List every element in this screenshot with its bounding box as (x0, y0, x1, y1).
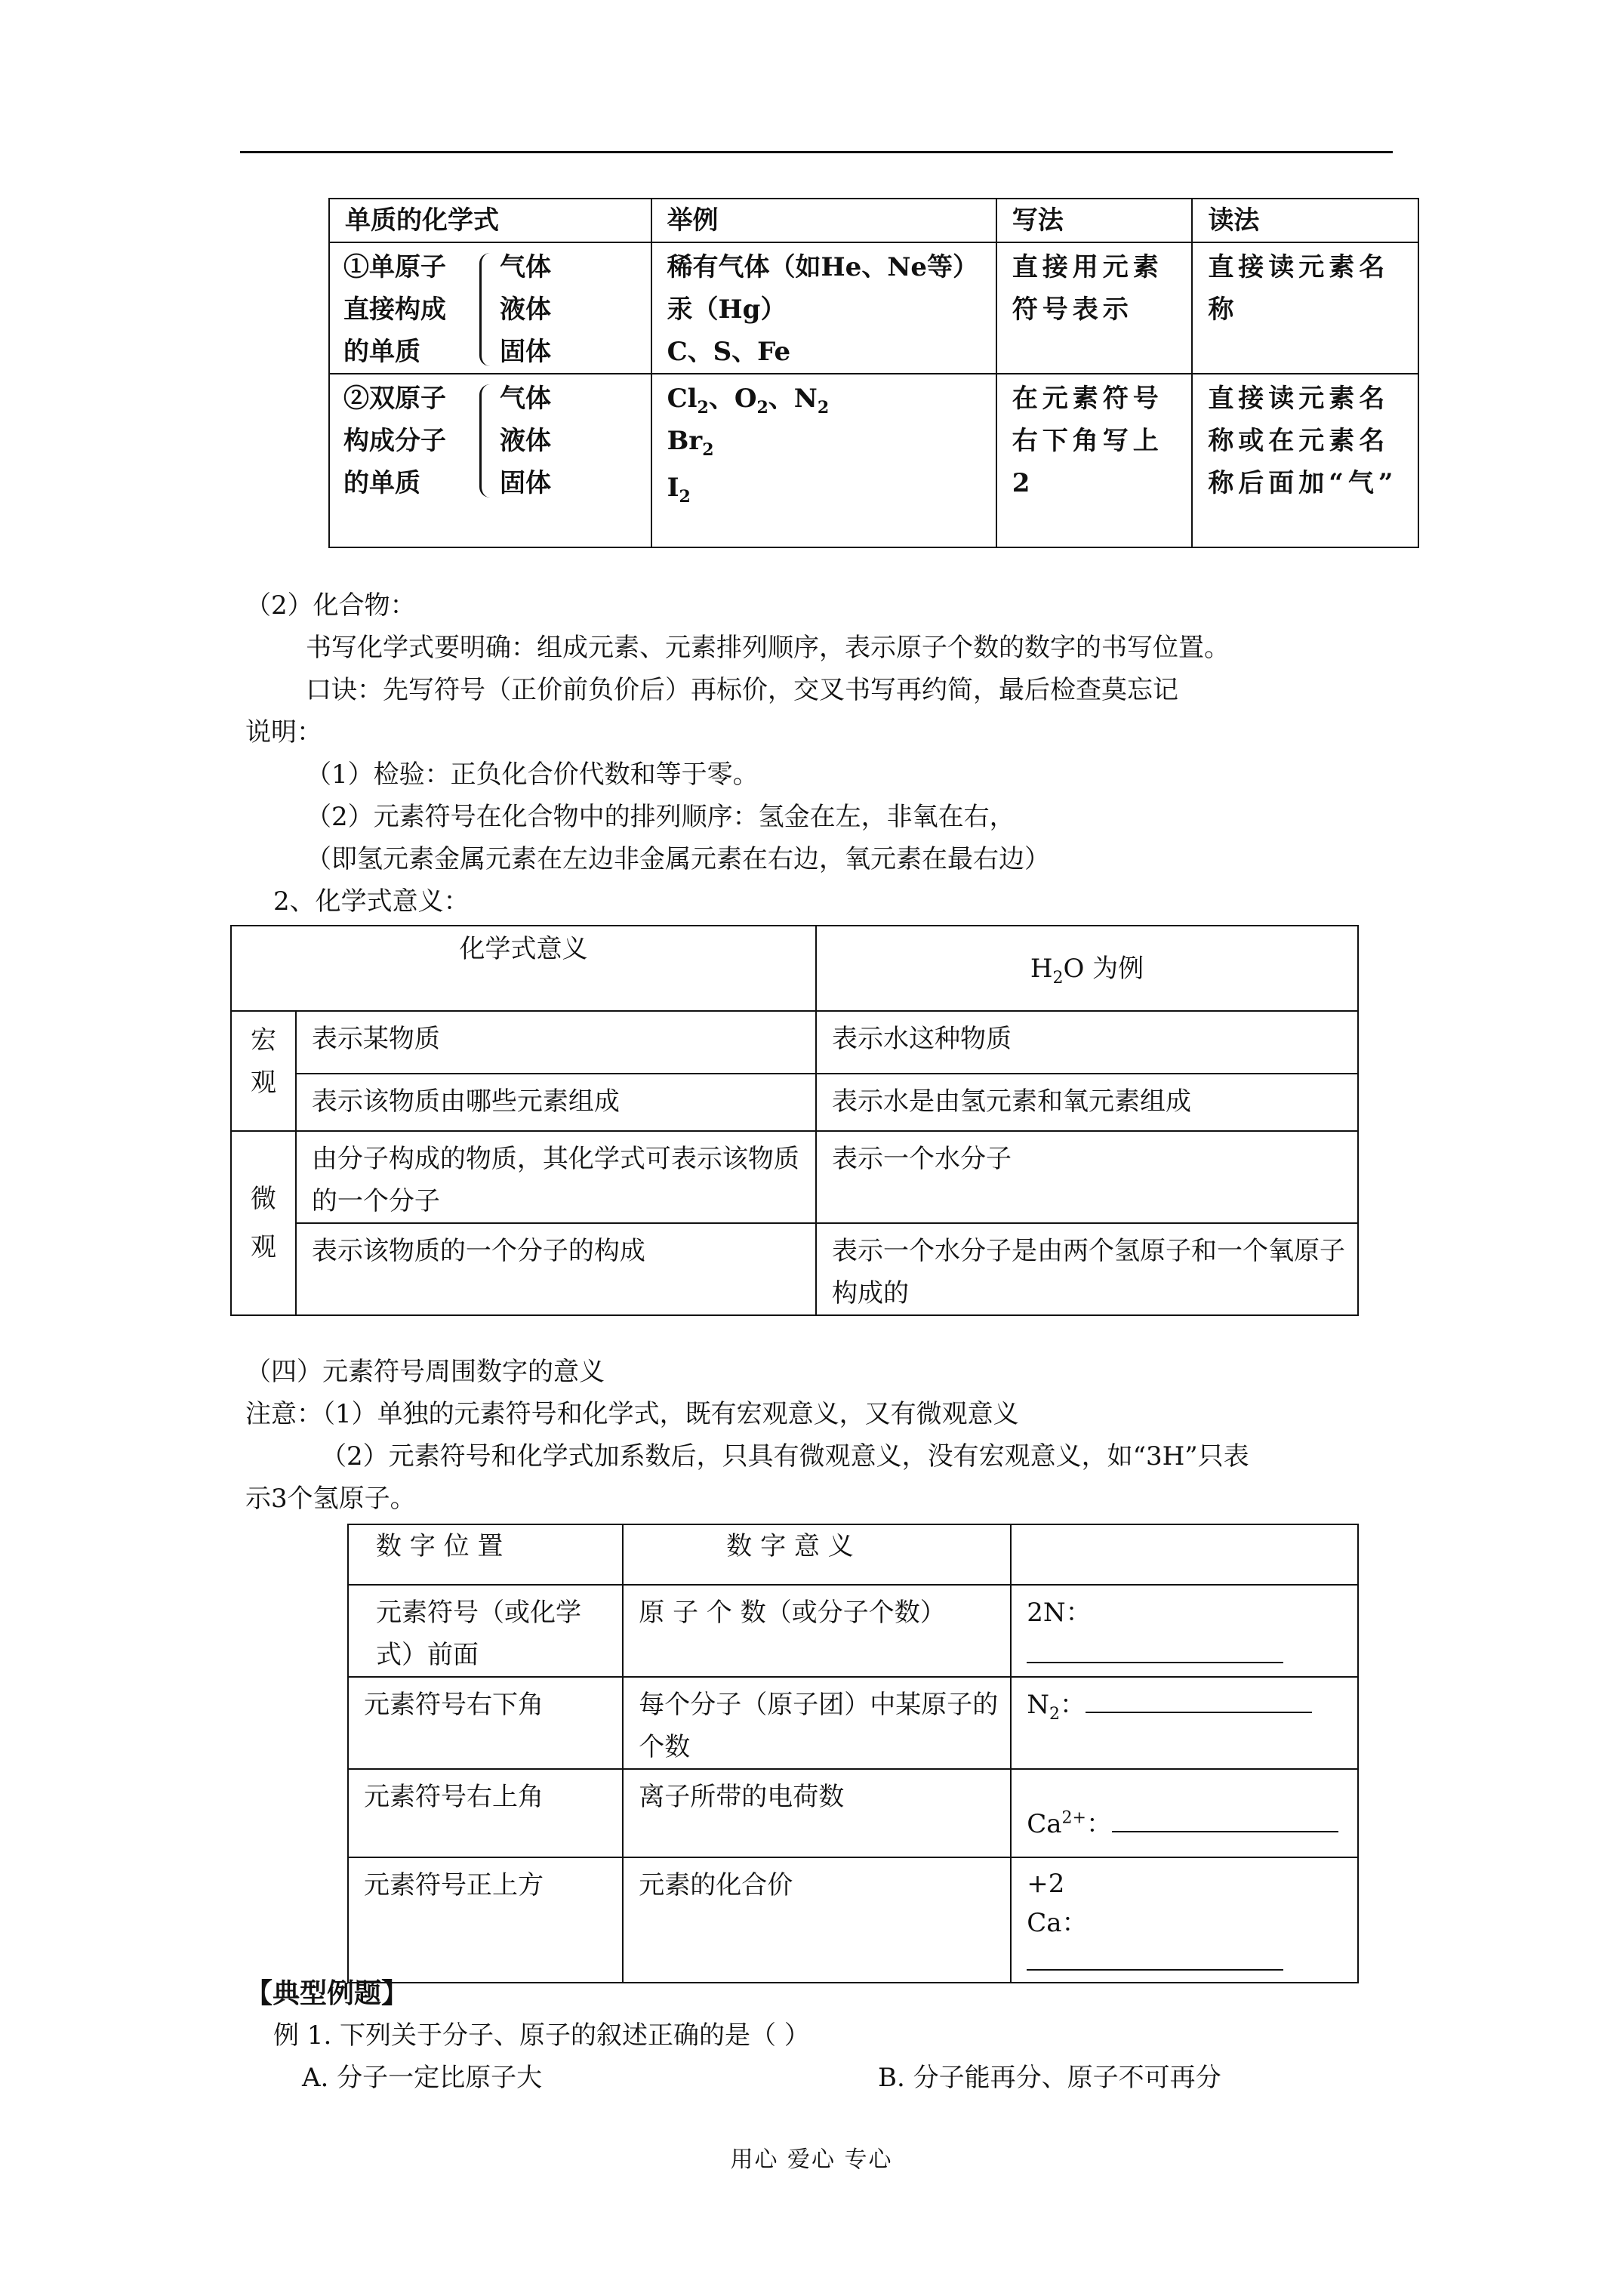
example-cell: $N_2$： (1011, 1677, 1358, 1769)
example-cell: $Ca^{2+}$： (1011, 1769, 1358, 1857)
example-cell (651, 374, 996, 547)
type-line: ②双原子 (343, 384, 446, 414)
type-line: 的单质 (343, 337, 420, 367)
paragraph: （2）元素符号在化合物中的排列顺序：氢金在左，非氧在右， (306, 802, 1015, 832)
example-cell: 表示水是由氢元素和氧元素组成 (816, 1074, 1358, 1131)
simple-substance-table (328, 198, 1419, 548)
brace-icon (479, 253, 494, 366)
type-line: 的单质 (343, 468, 420, 498)
paragraph: 口诀：先写符号（正价前负价后）再标价，交叉书写再约简，最后检查莫忘记 (306, 675, 1178, 705)
examples-heading: 【典型例题】 (245, 1977, 409, 2009)
paragraph: （1）检验：正负化合价代数和等于零。 (306, 760, 759, 790)
table-row (329, 242, 1418, 374)
state-label: 固体 (500, 337, 551, 367)
header-rule (240, 151, 1393, 153)
question-text: 例 1. 下列关于分子、原子的叙述正确的是（ ） (273, 2020, 810, 2051)
type-line: ①单原子 (343, 252, 446, 282)
meaning-cell: 元素的化合价 (623, 1857, 1011, 1983)
table-row (231, 1074, 1358, 1131)
paragraph: （即氢元素金属元素在左边非金属元素在右边，氧元素在最右边） (306, 844, 1050, 874)
answer-blank[interactable] (1027, 1639, 1283, 1663)
answer-blank[interactable] (1027, 1946, 1283, 1971)
paragraph: 书写化学式要明确：组成元素、元素排列顺序，表示原子个数的数字的书写位置。 (306, 633, 1230, 663)
table-header-cell: 数 字 位 置 (348, 1524, 623, 1585)
answer-blank[interactable] (1112, 1808, 1338, 1832)
type-line: 构成分子 (343, 426, 446, 456)
writing-cell: 在元素符号右下角写上2 (996, 374, 1193, 547)
section-heading: 2、化学式意义： (273, 886, 470, 917)
table-header-cell: 数 字 意 义 (623, 1524, 1011, 1585)
position-cell: 元素符号右上角 (348, 1769, 623, 1857)
table-header-cell: 读法 (1192, 199, 1418, 242)
position-cell: 元素符号正上方 (348, 1857, 623, 1983)
section-heading: （四）元素符号周围数字的意义 (245, 1357, 605, 1387)
brace-icon (479, 384, 494, 498)
example-cell: 表示水这种物质 (816, 1011, 1358, 1074)
table-row (348, 1677, 1358, 1769)
example-cell: +2 Ca： (1011, 1857, 1358, 1983)
example-line: C、S、Fe (667, 337, 791, 367)
example-cell: 表示一个水分子是由两个氢原子和一个氧原子构成的 (816, 1223, 1358, 1315)
meaning-cell: 表示某物质 (296, 1011, 816, 1074)
note-label: 说明： (245, 717, 322, 747)
option-a: A. 分子一定比原子大 (302, 2063, 543, 2093)
table-header-cell: 举例 (651, 199, 996, 242)
table-row (329, 199, 1418, 242)
example-line: 汞（Hg） (667, 294, 787, 325)
meaning-cell: 表示该物质的一个分子的构成 (296, 1223, 816, 1315)
table-row (348, 1585, 1358, 1677)
type-line: 直接构成 (343, 294, 446, 325)
state-label: 气体 (500, 384, 551, 414)
example-cell: 2N： (1011, 1585, 1358, 1677)
state-label: 固体 (500, 468, 551, 498)
answer-blank[interactable] (1086, 1689, 1312, 1713)
example-line: $I_2$ (667, 473, 691, 507)
table-row (231, 926, 1358, 1011)
table-header-cell: 写法 (996, 199, 1193, 242)
position-cell: 元素符号右下角 (348, 1677, 623, 1769)
valence-label: +2 (1027, 1869, 1065, 1899)
paragraph: 注意：（1）单独的元素符号和化学式，既有宏观意义，又有微观意义 (245, 1399, 1019, 1429)
table-header-cell: 化学式意义 (231, 926, 816, 1011)
substance-type-cell (329, 242, 651, 374)
reading-cell: 直接读元素名称或在元素名称后面加“气” (1192, 374, 1418, 547)
meaning-cell: 每个分子（原子团）中某原子的个数 (623, 1677, 1011, 1769)
position-cell: 元素符号（或化学式）前面 (348, 1585, 623, 1677)
compound-heading: （2）化合物： (245, 590, 416, 621)
formula-meaning-table (230, 925, 1359, 1316)
meaning-cell: 表示该物质由哪些元素组成 (296, 1074, 816, 1131)
option-b: B. 分子能再分、原子不可再分 (878, 2063, 1221, 2093)
table-header-cell: $H_2O$ 为例 (816, 926, 1358, 1011)
table-row (231, 1223, 1358, 1315)
reading-cell: 直接读元素名称 (1192, 242, 1418, 374)
page-footer: 用心 爱心 专心 (730, 2147, 893, 2173)
writing-cell: 直接用元素符号表示 (996, 242, 1193, 374)
table-header-cell (1011, 1524, 1358, 1585)
substance-type-cell (329, 374, 651, 547)
example-cell: 表示一个水分子 (816, 1131, 1358, 1223)
table-row (348, 1857, 1358, 1983)
example-line: $Cl_2$、$O_2$、$N_2$ (667, 384, 830, 418)
micro-label: 微 观 (231, 1131, 296, 1315)
meaning-cell: 原 子 个 数（或分子个数） (623, 1585, 1011, 1677)
example-line: 稀有气体（如He、Ne等） (667, 252, 979, 282)
table-row (231, 1131, 1358, 1223)
meaning-cell: 离子所带的电荷数 (623, 1769, 1011, 1857)
paragraph: 示3个氢原子。 (245, 1484, 416, 1514)
table-header-cell: 单质的化学式 (329, 199, 651, 242)
table-row (231, 1011, 1358, 1074)
table-row (348, 1769, 1358, 1857)
table-row (329, 374, 1418, 547)
state-label: 气体 (500, 252, 551, 282)
meaning-cell: 由分子构成的物质，其化学式可表示该物质的一个分子 (296, 1131, 816, 1223)
number-meaning-table (347, 1524, 1359, 1983)
state-label: 液体 (500, 294, 551, 325)
example-line: $Br_2$ (667, 426, 714, 460)
paragraph: （2）元素符号和化学式加系数后，只具有微观意义，没有宏观意义，如“3H”只表 (321, 1441, 1249, 1472)
state-label: 液体 (500, 426, 551, 456)
example-cell (651, 242, 996, 374)
table-row (348, 1524, 1358, 1585)
macro-label: 宏 观 (231, 1011, 296, 1131)
